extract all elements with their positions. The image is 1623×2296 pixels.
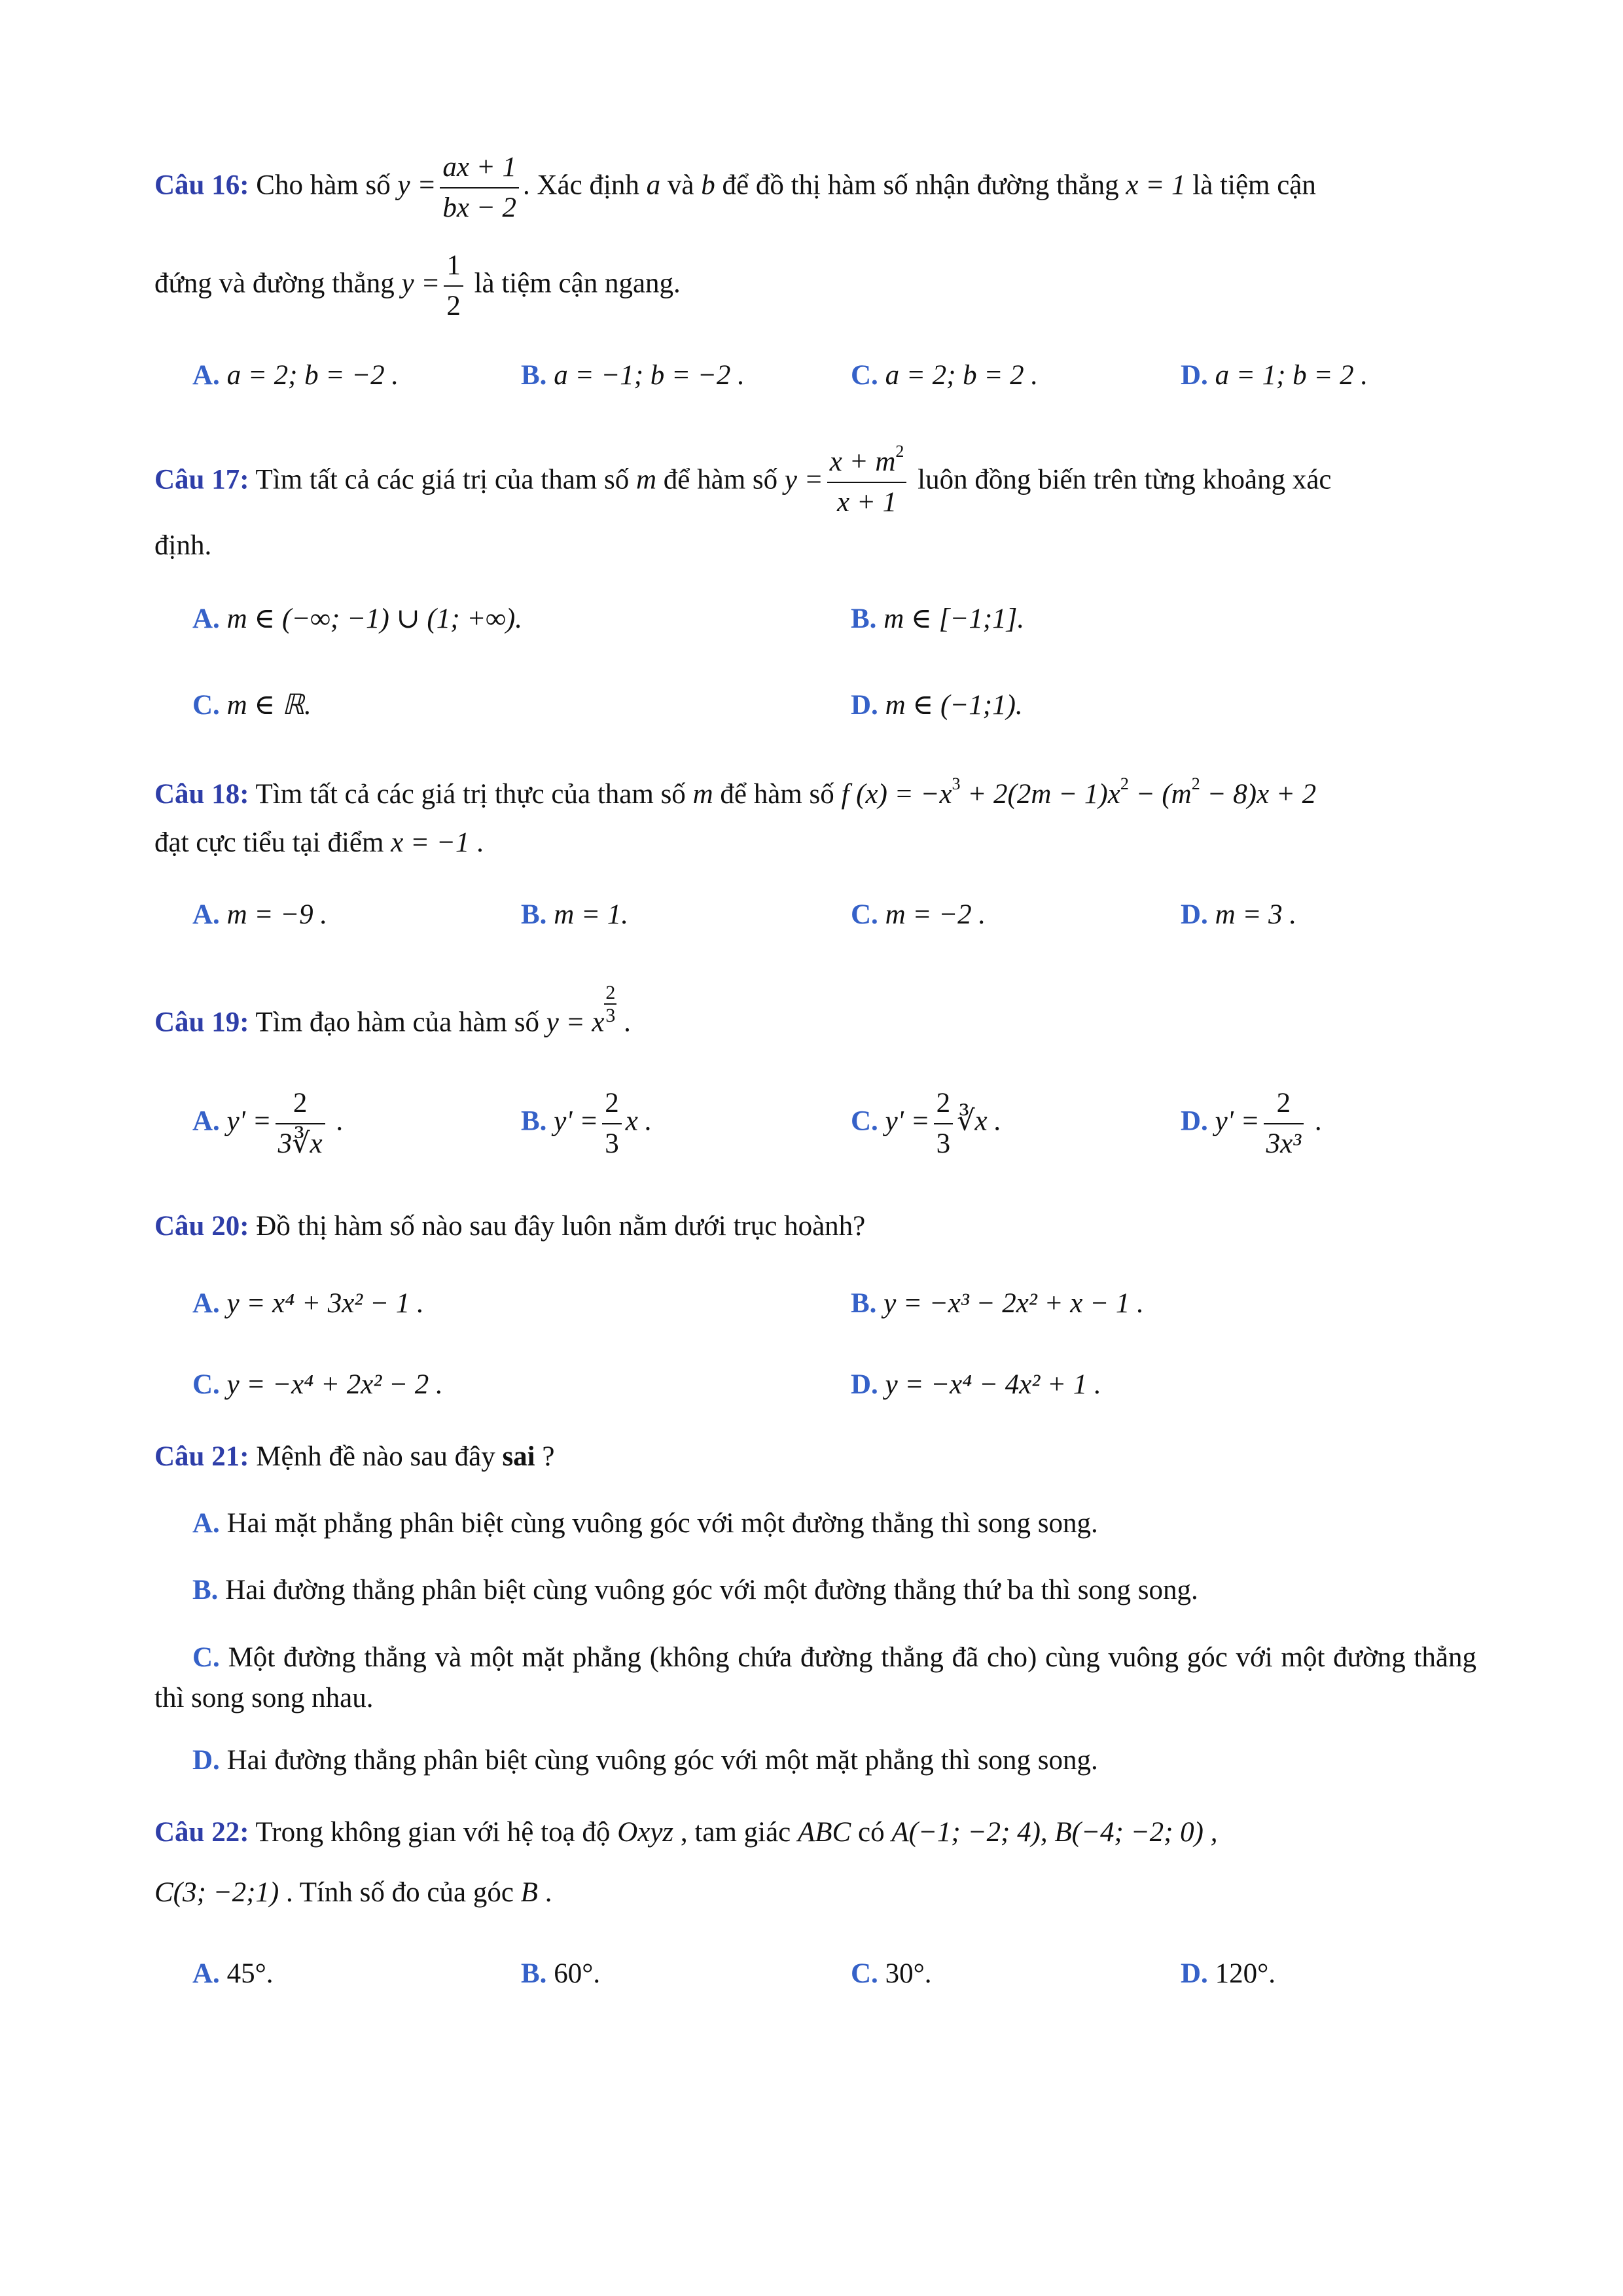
option-a[interactable]: A. a = 2; b = −2 . [192, 360, 399, 391]
question-label: Câu 19: [154, 1007, 249, 1038]
option-a[interactable]: A. m = −9 . [192, 899, 328, 930]
option-a[interactable]: A. y' = $\frac{2}{3∛x}$ . [192, 1088, 344, 1159]
function-fraction: $\frac{ax + 1}{bx - 2}$ [440, 151, 519, 224]
option-d[interactable]: D. y = −x⁴ − 4x² + 1 . [851, 1369, 1101, 1400]
option-b[interactable]: B. m ∈ [−1;1]. [851, 603, 1025, 634]
question-18: Câu 18: Tìm tất cả các giá trị thực của tham số m để hàm số f $(x) = -x^3 + 2(2m - 1)x^2 - (m^2 - 8)x + 2$ [154, 774, 1317, 810]
option-b[interactable]: B. y' = $\frac{2}{3}$ x . [521, 1088, 652, 1159]
question-16: Câu 16: Cho hàm số y = $\frac{ax + 1}{bx - 2}$ . Xác định a và b để đồ thị hàm số nhận đường thẳng x = 1 là tiệm cận [154, 151, 1476, 224]
question-label: Câu 17: [154, 464, 249, 495]
question-22: Câu 22: Trong không gian với hệ toạ độ Oxyz , tam giác ABC có A(−1; −2; 4), B(−4; −2; 0) , [154, 1817, 1218, 1848]
question-label: Câu 18: [154, 779, 249, 810]
option-c[interactable]: C. a = 2; b = 2 . [851, 360, 1039, 391]
question-label: Câu 22: [154, 1817, 249, 1848]
option-b[interactable]: B. y = −x³ − 2x² + x − 1 . [851, 1288, 1144, 1319]
option-d[interactable]: D. a = 1; b = 2 . [1181, 360, 1368, 391]
option-a[interactable]: A. Hai mặt phẳng phân biệt cùng vuông góc với một đường thẳng thì song song. [192, 1508, 1098, 1539]
option-c[interactable]: C. y = −x⁴ + 2x² − 2 . [192, 1369, 443, 1400]
option-a[interactable]: A. 45°. [192, 1958, 274, 1989]
question-18-line2: đạt cực tiểu tại điểm x = −1 . [154, 827, 484, 858]
question-label: Câu 21: [154, 1441, 249, 1472]
option-d[interactable]: D. m = 3 . [1181, 899, 1297, 930]
option-c[interactable]: C. 30°. [851, 1958, 932, 1989]
option-c[interactable]: C. y' = $\frac{2}{3}$ ∛x . [851, 1088, 1002, 1159]
question-label: Câu 16: [154, 170, 249, 201]
option-c[interactable]: C. m ∈ ℝ. [192, 690, 312, 721]
option-c[interactable]: C. Một đường thẳng và một mặt phẳng (không chứa đường thẳng đã cho) cùng vuông góc với một đường thẳng thì song song nhau. [154, 1642, 1476, 1714]
question-22-line2: C(3; −2;1) . Tính số đo của góc B . [154, 1877, 552, 1908]
option-d[interactable]: D. m ∈ (−1;1). [851, 690, 1023, 721]
question-17-line2: định. [154, 530, 212, 561]
question-16-line2: đứng và đường thẳng y = $\frac{1}{2}$ là tiệm cận ngang. [154, 249, 1476, 323]
question-19: Câu 19: Tìm đạo hàm của hàm số y = x $\frac{2}{3}$ . [154, 982, 631, 1038]
option-c[interactable]: C. m = −2 . [851, 899, 986, 930]
question-label: Câu 20: [154, 1211, 249, 1242]
option-b[interactable]: B. m = 1. [521, 899, 629, 930]
option-a[interactable]: A. m ∈ (−∞; −1) ∪ (1; +∞). [192, 603, 522, 634]
question-21: Câu 21: Mệnh đề nào sau đây sai ? [154, 1441, 555, 1472]
option-a[interactable]: A. y = x⁴ + 3x² − 1 . [192, 1288, 424, 1319]
fractional-exponent: $\frac{2}{3}$ [605, 982, 616, 1026]
function-expression: f $(x) = -x^3 + 2(2m - 1)x^2 - (m^2 - 8)x + 2$ [841, 774, 1317, 810]
option-d[interactable]: D. 120°. [1181, 1958, 1276, 1989]
option-d[interactable]: D. Hai đường thẳng phân biệt cùng vuông góc với một mặt phẳng thì song song. [192, 1745, 1098, 1776]
function-fraction: $\frac{x + m^2}{x + 1}$ [827, 445, 907, 519]
option-d[interactable]: D. y' = $\frac{2}{\text{3x³}}$ . [1181, 1088, 1322, 1159]
question-17: Câu 17: Tìm tất cả các giá trị của tham số m để hàm số y = $\frac{x + m^2}{x + 1}$ luôn đồng biến trên từng khoảng xác [154, 445, 1476, 519]
option-b[interactable]: B. Hai đường thẳng phân biệt cùng vuông góc với một đường thẳng thứ ba thì song song. [192, 1575, 1198, 1605]
option-b[interactable]: B. 60°. [521, 1958, 601, 1989]
option-b[interactable]: B. a = −1; b = −2 . [521, 360, 745, 391]
half-fraction: $\frac{1}{2}$ [444, 249, 463, 323]
question-20: Câu 20: Đồ thị hàm số nào sau đây luôn nằm dưới trục hoành? [154, 1211, 866, 1242]
